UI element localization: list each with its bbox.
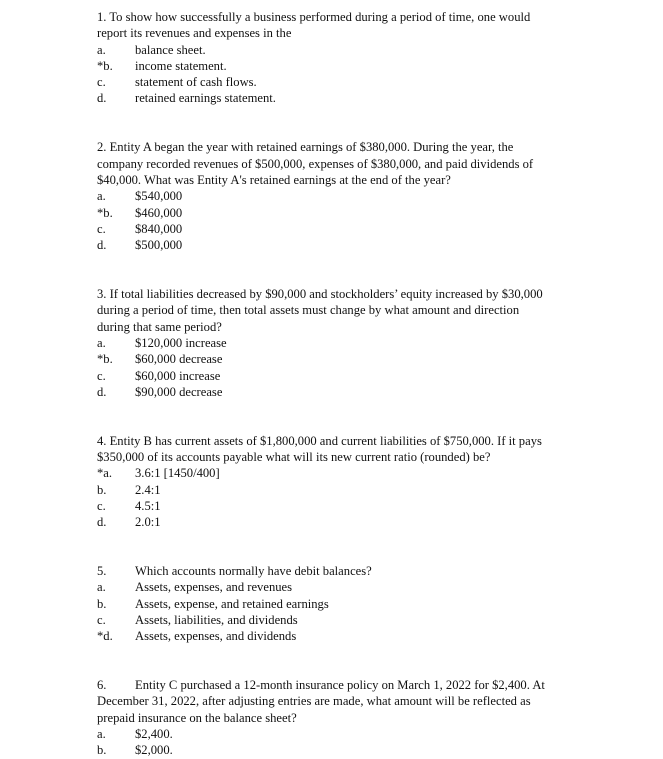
option-letter: b.: [97, 743, 107, 758]
option-letter: a.: [97, 727, 106, 742]
question-3-text: [97, 286, 567, 335]
option-letter: c.: [97, 75, 106, 90]
option-c: [97, 498, 567, 514]
option-b: [97, 596, 567, 612]
question-first-line: Entity C purchased a 12-month insurance policy on March 1, 2022 for $2,400. At: [135, 678, 545, 693]
question-line: prepaid insurance on the balance sheet?: [97, 710, 297, 725]
option-text: $460,000: [135, 205, 183, 220]
option-text: $500,000: [135, 238, 183, 253]
option-letter: d.: [97, 91, 107, 106]
question-line: $350,000 of its accounts payable what will its new current ratio (rounded) be?: [97, 450, 491, 465]
option-b: [97, 58, 567, 74]
option-text: Assets, liabilities, and dividends: [135, 612, 298, 627]
option-c: [97, 221, 567, 237]
option-b: [97, 482, 567, 498]
option-text: $60,000 decrease: [135, 352, 223, 367]
option-a: [97, 42, 567, 58]
question-1: [97, 9, 567, 107]
option-text: 2.4:1: [135, 482, 161, 497]
option-d: [97, 237, 567, 253]
option-text: statement of cash flows.: [135, 75, 257, 90]
question-line: $40,000. What was Entity A's retained earnings at the end of the year?: [97, 172, 451, 187]
option-a: [97, 579, 567, 595]
question-5: [97, 563, 567, 644]
option-text: balance sheet.: [135, 42, 206, 57]
question-line: report its revenues and expenses in the: [97, 26, 292, 41]
option-text: $60,000 increase: [135, 368, 221, 383]
option-b: [97, 351, 567, 367]
option-b: [97, 742, 567, 758]
question-line: company recorded revenues of $500,000, expenses of $380,000, and paid dividends of: [97, 156, 534, 171]
question-3: [97, 286, 567, 400]
option-d: [97, 384, 567, 400]
option-text: $2,400.: [135, 727, 173, 742]
question-line: [97, 677, 567, 693]
option-text: $540,000: [135, 189, 183, 204]
question-line: during that same period?: [97, 319, 222, 334]
option-letter: d.: [97, 238, 107, 253]
option-text: Assets, expenses, and revenues: [135, 580, 293, 595]
option-text: $2,000.: [135, 743, 173, 758]
option-c: [97, 74, 567, 90]
question-6-text: [97, 677, 567, 726]
option-text: 2.0:1: [135, 515, 161, 530]
option-letter: *a.: [97, 466, 113, 481]
option-text: income statement.: [135, 58, 227, 73]
option-text: 3.6:1 [1450/400]: [135, 466, 220, 481]
question-number: 6.: [97, 678, 107, 693]
option-d: [97, 514, 567, 530]
question-2: [97, 139, 567, 253]
question-4-text: [97, 433, 567, 466]
question-4: [97, 433, 567, 531]
option-a: [97, 188, 567, 204]
question-5-text: [97, 563, 567, 579]
option-letter: *d.: [97, 629, 113, 644]
question-line: 1. To show how successfully a business performed during a period of time, one would: [97, 10, 531, 24]
question-line: December 31, 2022, after adjusting entries are made, what amount will be reflected as: [97, 694, 531, 709]
question-2-text: [97, 139, 567, 188]
option-c: [97, 612, 567, 628]
option-letter: b.: [97, 482, 107, 497]
option-letter: *b.: [97, 352, 113, 367]
option-d: [97, 90, 567, 106]
option-a: [97, 726, 567, 742]
option-letter: d.: [97, 384, 107, 399]
option-text: $840,000: [135, 221, 183, 236]
option-letter: c.: [97, 498, 106, 513]
option-letter: *b.: [97, 58, 113, 73]
option-letter: c.: [97, 368, 106, 383]
option-letter: *b.: [97, 205, 113, 220]
question-number: 5.: [97, 564, 107, 579]
option-c: [97, 368, 567, 384]
option-text: Assets, expense, and retained earnings: [135, 596, 329, 611]
question-6: [97, 677, 567, 758]
question-line: 3. If total liabilities decreased by $90,000 and stockholders’ equity increased by $30,000: [97, 287, 543, 302]
option-text: $90,000 decrease: [135, 384, 223, 399]
question-line: during a period of time, then total assets must change by what amount and direction: [97, 303, 520, 318]
question-1-text: [97, 9, 567, 42]
quiz-page: [97, 9, 567, 759]
option-letter: c.: [97, 221, 106, 236]
option-b: [97, 205, 567, 221]
option-a: [97, 465, 567, 481]
option-letter: a.: [97, 189, 106, 204]
option-letter: a.: [97, 335, 106, 350]
option-letter: b.: [97, 596, 107, 611]
question-line: 2. Entity A began the year with retained earnings of $380,000. During the year, the: [97, 140, 514, 155]
option-a: [97, 335, 567, 351]
option-letter: d.: [97, 515, 107, 530]
option-text: retained earnings statement.: [135, 91, 276, 106]
option-d: [97, 628, 567, 644]
question-line: Which accounts normally have debit balances?: [135, 564, 372, 579]
question-line: 4. Entity B has current assets of $1,800,000 and current liabilities of $750,000. If it pays: [97, 433, 542, 448]
option-letter: c.: [97, 612, 106, 627]
option-text: 4.5:1: [135, 498, 161, 513]
option-text: Assets, expenses, and dividends: [135, 629, 297, 644]
option-letter: a.: [97, 580, 106, 595]
option-letter: a.: [97, 42, 106, 57]
option-text: $120,000 increase: [135, 335, 227, 350]
